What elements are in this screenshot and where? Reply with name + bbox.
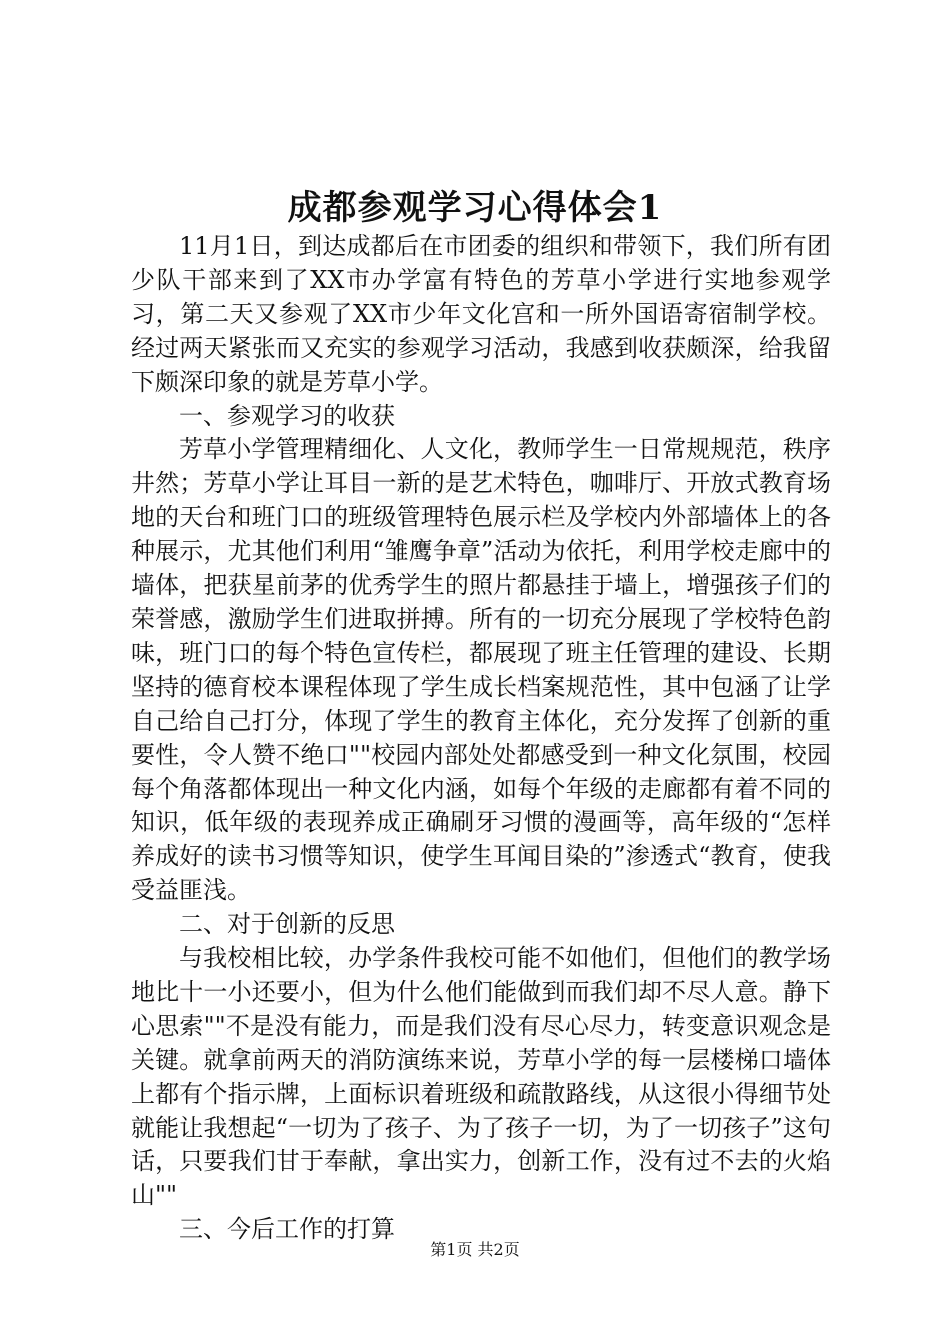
document-body — [131, 230, 831, 1247]
paragraph-reflection: 与我校相比较，办学条件我校可能不如他们，但他们的教学场地比十一小还要小，但为什么他们能做到而我们却不尽人意。静下心思索""不是没有能力，而是我们没有尽心尽力，转变意识观念是关键。就拿前两天的消防演练来说，芳草小学的每一层楼梯口墙体上都有个指示牌，上面标识着班级和疏散路线，从这很小得细节处就能让我想起“一切为了孩子、为了孩子一切，为了一切孩子”这句话，只要我们甘于奉献，拿出实力，创新工作，没有过不去的火焰山"" — [131, 944, 831, 1210]
page-title: 成都参观学习心得体会1 — [287, 188, 663, 228]
section-heading-reflection: 二、对于创新的反思 — [179, 910, 395, 939]
paragraph-intro: 11月1日，到达成都后在市团委的组织和带领下，我们所有团少队干部来到了XX市办学富有特色的芳草小学进行实地参观学习，第二天又参观了XX市少年文化宫和一所外国语寄宿制学校。经过两天紧张而又充实的参观学习活动，我感到收获颇深，给我留下颇深印象的就是芳草小学。 — [131, 232, 831, 396]
section-heading-gains: 一、参观学习的收获 — [179, 401, 395, 430]
page-number-footer: 第1页 共2页 — [430, 1240, 520, 1259]
section-heading-plans: 三、今后工作的打算 — [179, 1215, 395, 1244]
paragraph-gains: 芳草小学管理精细化、人文化，教师学生一日常规规范，秩序井然；芳草小学让耳目一新的是艺术特色，咖啡厅、开放式教育场地的天台和班门口的班级管理特色展示栏及学校内外部墙体上的各种展示，尤其他们利用“雏鹰争章”活动为依托，利用学校走廊中的墙体，把获星前茅的优秀学生的照片都悬挂于墙上，增强孩子们的荣誉感，激励学生们进取拼搏。所有的一切充分展现了学校特色韵味，班门口的每个特色宣传栏，都展现了班主任管理的建设、长期坚持的德育校本课程体现了学生成长档案规范性，其中包涵了让学自己给自己打分，体现了学生的教育主体化，充分发挥了创新的重要性，令人赞不绝口""校园内部处处都感受到一种文化氛围，校园每个角落都体现出一种文化内涵，如每个年级的走廊都有着不同的知识，低年级的表现养成正确刷牙习惯的漫画等，高年级的“怎样养成好的读书习惯等知识，使学生耳闻目染的”渗透式“教育，使我受益匪浅。 — [131, 435, 831, 905]
